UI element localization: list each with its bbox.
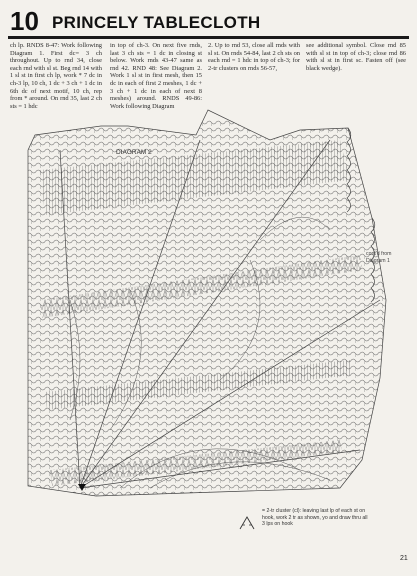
page-number: 21	[400, 555, 408, 562]
instructions-column-2: in top of ch-3. On next five rnds, last 3 ch sts = 1 dc in closing st below. Work rnds 43-47 same as rnd 42. RND 48: See Diagram 2. Work 1 sl st in first mesh, then 15 dc in each of first 2 meshes, 1 dc + 3 ch + 1 dc in each of next 8 meshes) around. RNDS 49-86: Work following Diagram	[110, 42, 202, 110]
instructions-column-4: see additional symbol. Close rnd 85 with sl st in top of ch-3; close rnd 86 with sl st in first sc. Fasten off (see black wedge).	[306, 42, 406, 72]
instructions-column-3: 2. Up to rnd 53, close all rnds with sl st. On rnds 54-84, last 2 ch sts on each rnd = 1 hdc in top of ch-3; for 2-tr clusters on rnds 56-57,	[208, 42, 300, 72]
cluster-symbol-icon	[238, 516, 256, 530]
continuation-note: cont'd from Diagram 1	[366, 251, 392, 264]
pattern-number: 10	[10, 6, 39, 36]
diagram-title: DIAGRAM 2	[116, 149, 152, 156]
legend-text: = 2-tr cluster (cl): leaving last lp of each st on hook, work 2 tr as shown, yo and draw thru all 3 lps on hook	[262, 508, 368, 528]
instructions-column-1: ch lp. RNDS 8-47: Work following Diagram 1. First dc= 3 ch throughout. Up to rnd 34, close each rnd with sl st. Beg rnd 14 with 1 sl st in first ch lp, work * 7 dc in ch-3 lp, 10 ch, 1 dc + 3 ch + 1 dc in 6th dc of next motif, 10 ch, rep from * around. On rnd 35, last 2 ch sts = 1 hdc	[10, 42, 102, 110]
pattern-title: PRINCELY TABLECLOTH	[52, 13, 261, 32]
